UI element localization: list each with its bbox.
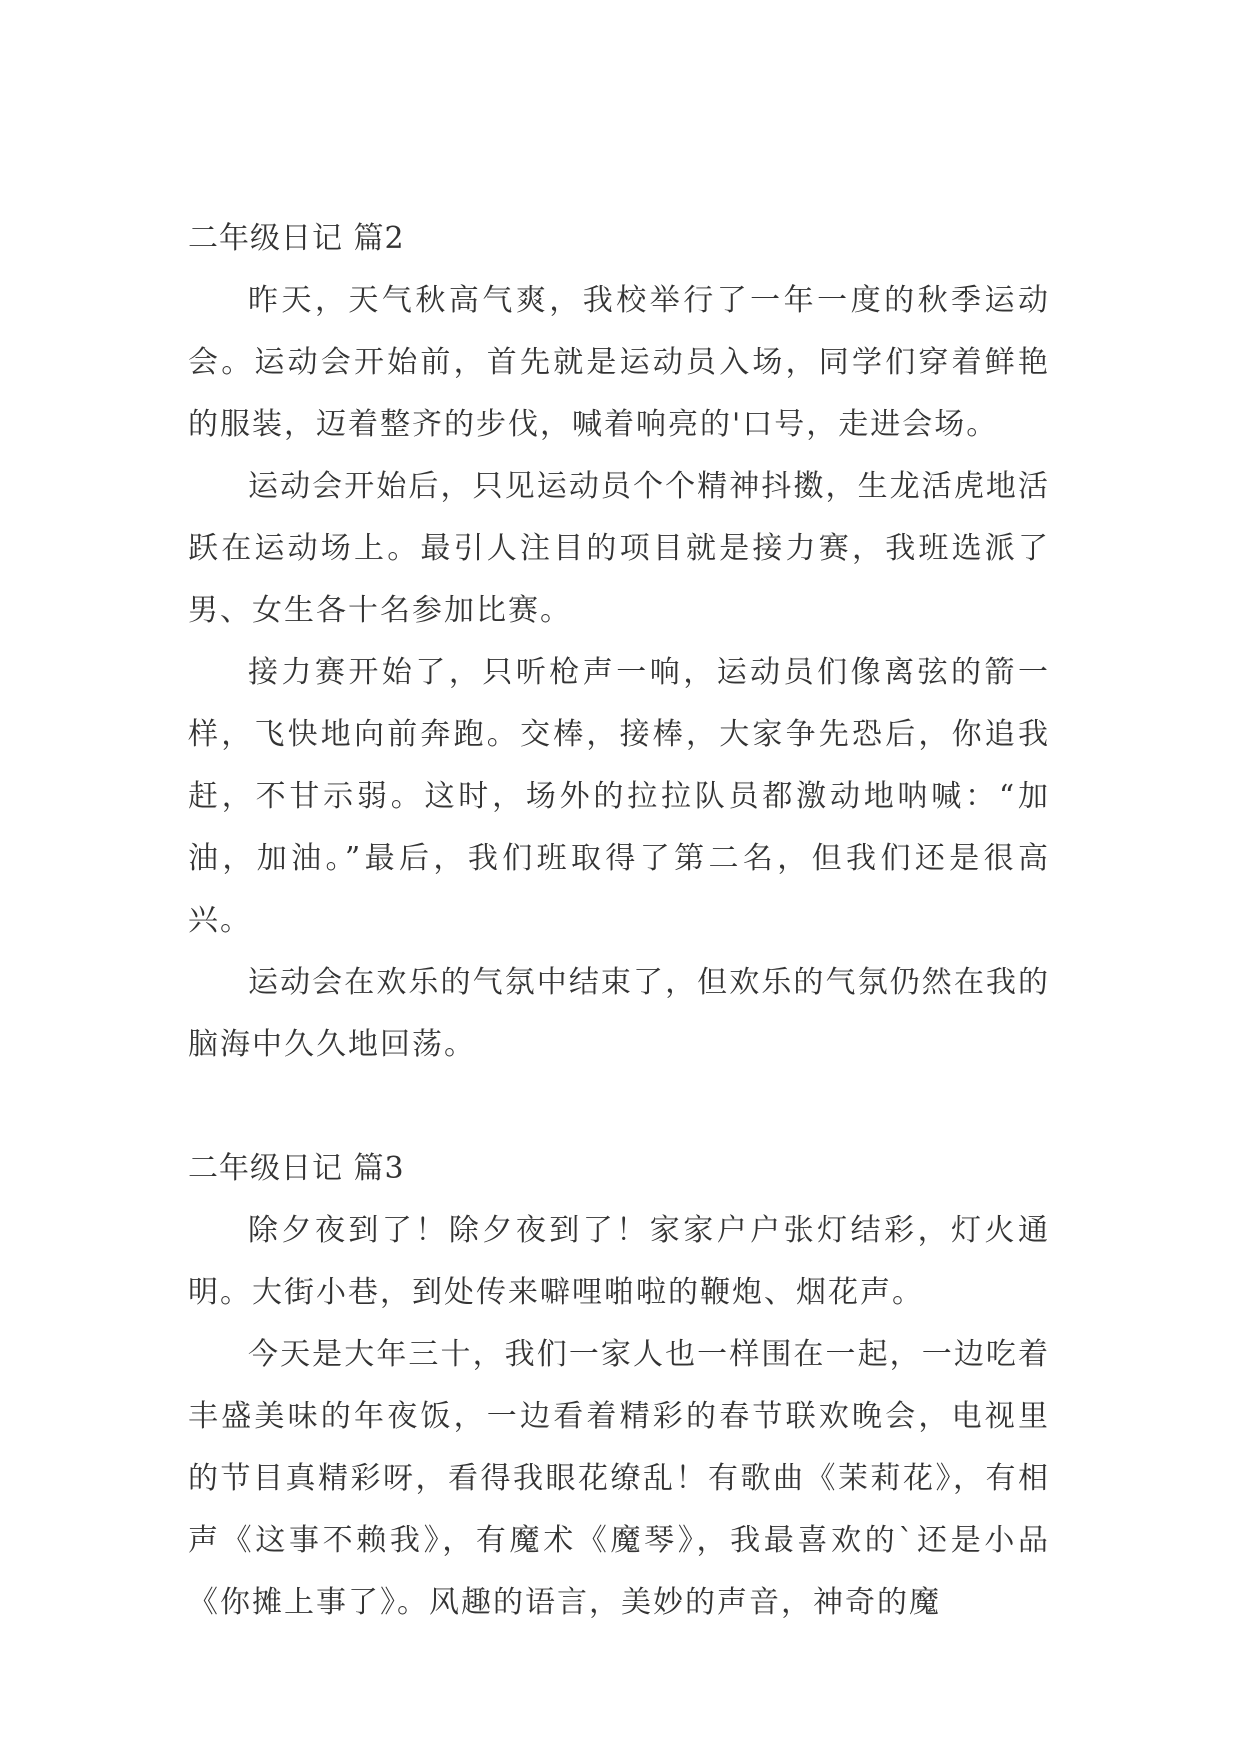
diary-entry-3 <box>188 1138 1050 1634</box>
entry-paragraph: 今天是大年三十，我们一家人也一样围在一起，一边吃着丰盛美味的年夜饭，一边看着精彩的春节联欢晚会，电视里的节目真精彩呀，看得我眼花缭乱！有歌曲《茉莉花》，有相声《这事不赖我》，有魔术《魔琴》，我最喜欢的`还是小品《你摊上事了》。风趣的语言，美妙的声音，神奇的魔 <box>188 1337 1050 1620</box>
entry-paragraph: 昨天，天气秋高气爽，我校举行了一年一度的秋季运动会。运动会开始前，首先就是运动员入场，同学们穿着鲜艳的服装，迈着整齐的步伐，喊着响亮的'口号，走进会场。 <box>188 283 1050 442</box>
entry-paragraph: 除夕夜到了！除夕夜到了！家家户户张灯结彩，灯火通明。大街小巷，到处传来噼哩啪啦的鞭炮、烟花声。 <box>188 1213 1050 1310</box>
entry-paragraph: 运动会开始后，只见运动员个个精神抖擞，生龙活虎地活跃在运动场上。最引人注目的项目就是接力赛，我班选派了男、女生各十名参加比赛。 <box>188 469 1050 628</box>
document-body <box>188 208 1050 1634</box>
entry-heading: 二年级日记 篇3 <box>188 1151 405 1186</box>
diary-entry-2 <box>188 208 1050 1076</box>
entry-heading: 二年级日记 篇2 <box>188 221 405 256</box>
entry-paragraph: 运动会在欢乐的气氛中结束了，但欢乐的气氛仍然在我的脑海中久久地回荡。 <box>188 965 1050 1062</box>
entry-paragraph: 接力赛开始了，只听枪声一响，运动员们像离弦的箭一样，飞快地向前奔跑。交棒，接棒，大家争先恐后，你追我赶，不甘示弱。这时，场外的拉拉队员都激动地呐喊：“加油，加油。”最后，我们班取得了第二名，但我们还是很高兴。 <box>188 655 1050 938</box>
